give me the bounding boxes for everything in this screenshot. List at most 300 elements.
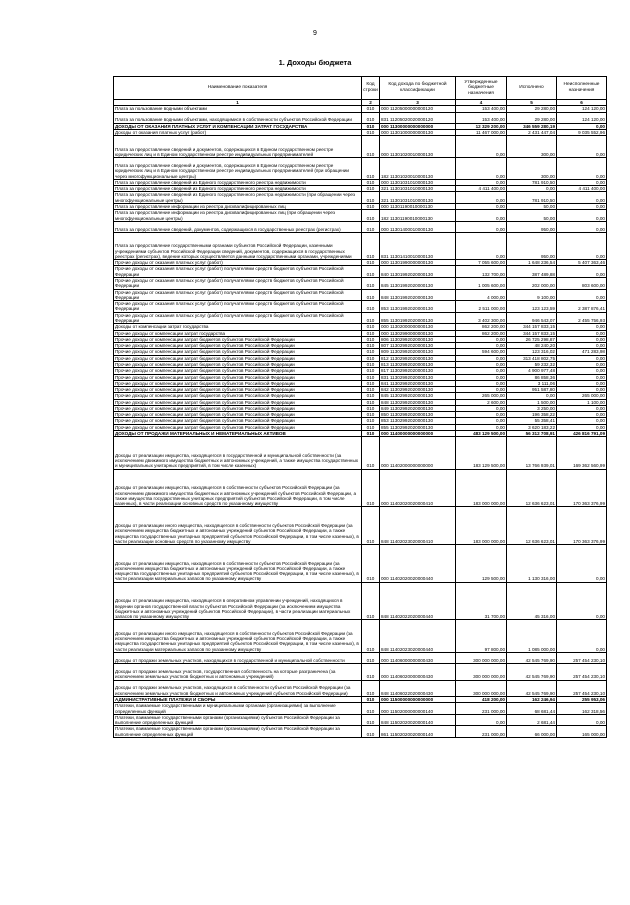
row-code-cell: 010 — [362, 106, 380, 112]
unexecuted-amount-cell: 0,00 — [557, 424, 607, 430]
indicator-name-cell: Прочие доходы от компенсации затрат бюджетов субъектов Российской Федерации — [114, 380, 362, 386]
income-code-cell: 848 11301992020000130 — [380, 289, 456, 301]
row-code-cell: 010 — [362, 260, 380, 266]
indicator-name-cell: Плата за предоставление сведений из Единого государственного реестра недвижимости (при обращении через многофункциональные центры) — [114, 192, 362, 204]
section-title: 1. Доходы бюджета — [278, 58, 352, 67]
income-code-cell: 855 11302992020000130 — [380, 424, 456, 430]
approved-amount-cell: 862 200,00 — [456, 324, 507, 330]
executed-amount-cell: 12 636 623,01 — [507, 469, 557, 507]
income-code-cell: 000 11205000000000120 — [380, 106, 456, 112]
unexecuted-amount-cell: 0,00 — [557, 545, 607, 583]
unexecuted-amount-cell: 124 120,00 — [557, 112, 607, 123]
unexecuted-amount-cell: 0,00 — [557, 266, 607, 278]
table-row — [114, 507, 607, 545]
income-code-cell: 000 11300000000000000 — [380, 123, 456, 129]
indicator-name-cell: АДМИНИСТРАТИВНЫЕ ПЛАТЕЖИ И СБОРЫ — [114, 697, 362, 703]
indicator-name-cell: Прочие доходы от компенсации затрат бюджетов субъектов Российской Федерации — [114, 412, 362, 418]
approved-amount-cell: 153 400,00 — [456, 112, 507, 123]
revenue-table — [113, 76, 607, 738]
approved-amount-cell: 594 600,00 — [456, 349, 507, 355]
indicator-name-cell: Прочие доходы от компенсации затрат бюджетов субъектов Российской Федерации — [114, 387, 362, 393]
table-row — [114, 437, 607, 469]
indicator-name-cell: Доходы от реализации имущества, находящегося в государственной и муниципальной собственности (за исключением движимого имущества бюджетных и автономных учреждений, а также имущества государственных и муниципальных унитарных предприятий, в том числе казенных) — [114, 437, 362, 469]
executed-amount-cell: 123 123,59 — [507, 301, 557, 313]
row-code-cell: 010 — [362, 412, 380, 418]
unexecuted-amount-cell: 2 387 876,41 — [557, 301, 607, 313]
row-code-cell: 010 — [362, 112, 380, 123]
indicator-name-cell: Прочие доходы от оказания платных услуг (работ) получателями средств бюджетов субъектов Российской Федерации — [114, 289, 362, 301]
unexecuted-amount-cell: 0,00 — [557, 179, 607, 185]
executed-amount-cell: 3 620 183,22 — [507, 424, 557, 430]
executed-amount-cell: 950,00 — [507, 233, 557, 260]
income-code-cell: 000 11402000000000000 — [380, 437, 456, 469]
row-code-cell: 010 — [362, 192, 380, 204]
unexecuted-amount-cell: 0,00 — [557, 374, 607, 380]
table-row — [114, 278, 607, 290]
approved-amount-cell: 265 000,00 — [456, 393, 507, 399]
unexecuted-amount-cell: 0,00 — [557, 210, 607, 222]
indicator-name-cell: ДОХОДЫ ОТ ОКАЗАНИЯ ПЛАТНЫХ УСЛУГ И КОМПЕНСАЦИИ ЗАТРАТ ГОСУДАРСТВА — [114, 123, 362, 129]
table-row — [114, 158, 607, 180]
approved-amount-cell: 132 700,00 — [456, 266, 507, 278]
indicator-name-cell: Прочие доходы от компенсации затрат бюджетов субъектов Российской Федерации — [114, 393, 362, 399]
unexecuted-amount-cell: 257 454 230,10 — [557, 652, 607, 663]
unexecuted-amount-cell: 169 362 560,99 — [557, 437, 607, 469]
approved-amount-cell: 0,00 — [456, 355, 507, 361]
approved-amount-cell: 0,00 — [456, 387, 507, 393]
col-number: 4 — [456, 100, 507, 106]
unexecuted-amount-cell: 0,00 — [557, 330, 607, 336]
unexecuted-amount-cell: 9 035 552,96 — [557, 130, 607, 136]
unexecuted-amount-cell: 0,00 — [557, 405, 607, 411]
unexecuted-amount-cell: 0,00 — [557, 221, 607, 232]
income-code-cell: 853 11302992020000130 — [380, 418, 456, 424]
col-number: 2 — [362, 100, 380, 106]
approved-amount-cell: 0,00 — [456, 233, 507, 260]
executed-amount-cell: 55 358,41 — [507, 418, 557, 424]
income-code-cell: 000 11502000000000140 — [380, 703, 456, 715]
unexecuted-amount-cell: 0,00 — [557, 336, 607, 342]
unexecuted-amount-cell: 0,00 — [557, 233, 607, 260]
approved-amount-cell: 0,00 — [456, 714, 507, 726]
indicator-name-cell: Прочие доходы от оказания платных услуг (работ) получателями средств бюджетов субъектов Российской Федерации — [114, 301, 362, 313]
approved-amount-cell: 0,00 — [456, 380, 507, 386]
approved-amount-cell: 0,00 — [456, 412, 507, 418]
indicator-name-cell: Доходы от реализации имущества, находящегося в собственности субъектов Российской Федерации (за исключением имущества бюджетных и автономных учреждений субъектов Российской Федерации, а также имущества государственных унитарных предприятий субъектов Российской Федерации, в том числе казенных), в части реализации материальных запасов по указанному имуществу — [114, 545, 362, 583]
unexecuted-amount-cell: 0,00 — [557, 361, 607, 367]
income-code-cell: 831 11301410010000130 — [380, 233, 456, 260]
income-code-cell: 000 11400000000000000 — [380, 431, 456, 437]
executed-amount-cell: 162 246,94 — [507, 697, 557, 703]
income-code-cell: 000 11406000000000430 — [380, 652, 456, 663]
row-code-cell: 010 — [362, 368, 380, 374]
executed-amount-cell: 86 858,36 — [507, 374, 557, 380]
approved-amount-cell: 0,00 — [456, 158, 507, 180]
executed-amount-cell: 300,00 — [507, 158, 557, 180]
executed-amount-cell: 300,00 — [507, 136, 557, 158]
table-row — [114, 726, 607, 738]
row-code-cell: 010 — [362, 545, 380, 583]
row-code-cell: 010 — [362, 507, 380, 545]
indicator-name-cell: Прочие доходы от оказания платных услуг (работ) получателями средств бюджетов субъектов Российской Федерации — [114, 266, 362, 278]
row-code-cell: 010 — [362, 123, 380, 129]
header-executed: Исполнено — [507, 77, 557, 100]
executed-amount-cell: 4 900 977,48 — [507, 368, 557, 374]
unexecuted-amount-cell: 0,00 — [557, 158, 607, 180]
executed-amount-cell: 346 559 280,19 — [507, 123, 557, 129]
executed-amount-cell: 50,00 — [507, 210, 557, 222]
indicator-name-cell: Плата за предоставление сведений из Единого государственного реестра недвижимости — [114, 179, 362, 185]
executed-amount-cell: 45 316,00 — [507, 582, 557, 620]
income-code-cell: 000 11301400010000130 — [380, 221, 456, 232]
row-code-cell: 010 — [362, 349, 380, 355]
indicator-name-cell: Прочие доходы от компенсации затрат государства — [114, 330, 362, 336]
income-code-cell: 831 11205020020000120 — [380, 112, 456, 123]
approved-amount-cell: 1 005 600,00 — [456, 278, 507, 290]
unexecuted-amount-cell: 257 454 230,10 — [557, 680, 607, 697]
col-number: 5 — [507, 100, 557, 106]
executed-amount-cell: 123 316,02 — [507, 349, 557, 355]
table-row — [114, 312, 607, 324]
income-code-cell: 831 11302992020000130 — [380, 374, 456, 380]
row-code-cell: 010 — [362, 380, 380, 386]
table-row — [114, 221, 607, 232]
table-header-row — [114, 77, 607, 100]
executed-amount-cell: 3 111,06 — [507, 380, 557, 386]
approved-amount-cell: 2 600,00 — [456, 399, 507, 405]
income-code-cell: 000 11302000000000130 — [380, 324, 456, 330]
unexecuted-amount-cell: 803 600,00 — [557, 278, 607, 290]
row-code-cell: 010 — [362, 680, 380, 697]
executed-amount-cell: 12 636 623,01 — [507, 507, 557, 545]
approved-amount-cell: 0,00 — [456, 210, 507, 222]
row-code-cell: 010 — [362, 301, 380, 313]
executed-amount-cell: 42 545 769,90 — [507, 680, 557, 697]
approved-amount-cell: 0,00 — [456, 136, 507, 158]
income-code-cell: 000 11301190010000130 — [380, 204, 456, 210]
indicator-name-cell: Доходы от реализации иного имущества, находящегося в собственности субъектов Российской Федерации (за исключением имущества бюджетных и автономных учреждений субъектов Российской Федерации, а также имущества государственных унитарных предприятий субъектов Российской Федерации, в том числе казенных), в части реализации материальных запасов по указанному имуществу — [114, 620, 362, 652]
header-indicator-name: Наименование показателя — [114, 77, 362, 100]
income-code-cell: 812 11302992020000130 — [380, 355, 456, 361]
row-code-cell: 010 — [362, 233, 380, 260]
income-code-cell: 850 11302992020000130 — [380, 412, 456, 418]
table-row — [114, 545, 607, 583]
table-row — [114, 266, 607, 278]
unexecuted-amount-cell: 0,00 — [557, 343, 607, 349]
unexecuted-amount-cell: 0,00 — [557, 355, 607, 361]
income-code-cell: 000 11500000000000000 — [380, 697, 456, 703]
indicator-name-cell: Прочие доходы от компенсации затрат бюджетов субъектов Российской Федерации — [114, 349, 362, 355]
approved-amount-cell: 231 000,00 — [456, 703, 507, 715]
approved-amount-cell: 418 200,00 — [456, 697, 507, 703]
income-code-cell: 809 11302992020000130 — [380, 349, 456, 355]
row-code-cell: 010 — [362, 418, 380, 424]
indicator-name-cell: Плата за предоставление государственными органами субъектов Российской Федерации, казенными учреждениями субъектов Российской Федерации сведений, документов, содержащихся в государственных реестрах (регистрах), ведение которых осуществляется данными государственными органами, учреждениями — [114, 233, 362, 260]
income-code-cell: 840 11301992020000130 — [380, 266, 456, 278]
executed-amount-cell: 344 157 833,15 — [507, 330, 557, 336]
executed-amount-cell: 196 358,22 — [507, 412, 557, 418]
unexecuted-amount-cell: 471 283,98 — [557, 349, 607, 355]
income-code-cell: 848 11402022020000440 — [380, 582, 456, 620]
income-code-cell: 000 11402020020000410 — [380, 469, 456, 507]
executed-amount-cell: 202 000,00 — [507, 278, 557, 290]
approved-amount-cell: 0,00 — [456, 361, 507, 367]
row-code-cell: 010 — [362, 179, 380, 185]
row-code-cell: 010 — [362, 186, 380, 192]
unexecuted-amount-cell: 165 000,00 — [557, 726, 607, 738]
row-code-cell: 010 — [362, 336, 380, 342]
executed-amount-cell: 1 500,00 — [507, 399, 557, 405]
approved-amount-cell: 0,00 — [456, 204, 507, 210]
approved-amount-cell: 0,00 — [456, 221, 507, 232]
indicator-name-cell: Прочие доходы от оказания платных услуг (работ) получателями средств бюджетов субъектов Российской Федерации — [114, 278, 362, 290]
unexecuted-amount-cell: 0,00 — [557, 380, 607, 386]
row-code-cell: 010 — [362, 278, 380, 290]
table-row — [114, 680, 607, 697]
indicator-name-cell: Прочие доходы от компенсации затрат бюджетов субъектов Российской Федерации — [114, 424, 362, 430]
income-code-cell: 849 11302992020000130 — [380, 405, 456, 411]
unexecuted-amount-cell: 0,00 — [557, 192, 607, 204]
income-code-cell: 842 11302992020000130 — [380, 387, 456, 393]
income-code-cell: 845 11301992020000130 — [380, 278, 456, 290]
row-code-cell: 010 — [362, 158, 380, 180]
indicator-name-cell: Прочие доходы от оказания платных услуг (работ) получателями средств бюджетов субъектов Российской Федерации — [114, 312, 362, 324]
approved-amount-cell: 183 129 500,00 — [456, 437, 507, 469]
approved-amount-cell: 3 402 300,00 — [456, 312, 507, 324]
income-code-cell: 855 11301992020000130 — [380, 312, 456, 324]
table-row — [114, 289, 607, 301]
indicator-name-cell: Прочие доходы от компенсации затрат бюджетов субъектов Российской Федерации — [114, 374, 362, 380]
approved-amount-cell: 11 467 000,00 — [456, 130, 507, 136]
page-number: 9 — [313, 30, 317, 37]
row-code-cell: 010 — [362, 469, 380, 507]
income-code-cell: 861 11502020020000140 — [380, 726, 456, 738]
approved-amount-cell: 0,00 — [456, 336, 507, 342]
approved-amount-cell: 2 511 000,00 — [456, 301, 507, 313]
indicator-name-cell: Плата за предоставление сведений из Единого государственного реестра недвижимости — [114, 186, 362, 192]
row-code-cell: 010 — [362, 664, 380, 681]
row-code-cell: 010 — [362, 355, 380, 361]
row-code-cell: 010 — [362, 726, 380, 738]
indicator-name-cell: Доходы от продажи земельных участков, находящихся в государственной и муниципальной собственности — [114, 652, 362, 663]
approved-amount-cell: 183 000 000,00 — [456, 469, 507, 507]
unexecuted-amount-cell: 257 454 230,10 — [557, 664, 607, 681]
executed-amount-cell: 781 910,50 — [507, 179, 557, 185]
executed-amount-cell: 3 250,00 — [507, 405, 557, 411]
row-code-cell: 010 — [362, 312, 380, 324]
row-code-cell: 010 — [362, 714, 380, 726]
unexecuted-amount-cell: 0,00 — [557, 324, 607, 330]
executed-amount-cell: 344 157 833,15 — [507, 324, 557, 330]
col-number: 1 — [114, 100, 362, 106]
income-code-cell: 000 11402020020000440 — [380, 545, 456, 583]
indicator-name-cell: Платежи, взимаемые государственными органами (организациями) субъектов Российской Федерации за выполнение определенных функций — [114, 726, 362, 738]
table-row — [114, 582, 607, 620]
executed-amount-cell: 68 681,44 — [507, 703, 557, 715]
executed-amount-cell: 26 725 298,87 — [507, 336, 557, 342]
approved-amount-cell: 0,00 — [456, 343, 507, 349]
indicator-name-cell: Платежи, взимаемые государственными и муниципальными органами (организациями) за выполнение определенных функций — [114, 703, 362, 715]
row-code-cell: 010 — [362, 582, 380, 620]
header-row-code: Код строки — [362, 77, 380, 100]
row-code-cell: 010 — [362, 374, 380, 380]
unexecuted-amount-cell: 162 318,56 — [557, 703, 607, 715]
executed-amount-cell: 0,00 — [507, 393, 557, 399]
table-row — [114, 136, 607, 158]
row-code-cell: 010 — [362, 130, 380, 136]
approved-amount-cell: 153 400,00 — [456, 106, 507, 112]
executed-amount-cell: 946 543,07 — [507, 312, 557, 324]
table-row — [114, 620, 607, 652]
executed-amount-cell: 387 489,88 — [507, 266, 557, 278]
header-income-code: Код дохода по бюджетной классификации — [380, 77, 456, 100]
income-code-cell: 853 11301992020000130 — [380, 301, 456, 313]
row-code-cell: 010 — [362, 437, 380, 469]
executed-amount-cell: 13 766 939,01 — [507, 437, 557, 469]
approved-amount-cell: 97 800,00 — [456, 620, 507, 652]
indicator-name-cell: Доходы от компенсации затрат государства — [114, 324, 362, 330]
row-code-cell: 010 — [362, 431, 380, 437]
table-row — [114, 112, 607, 123]
unexecuted-amount-cell: 0,00 — [557, 412, 607, 418]
income-code-cell: 000 11301990000000130 — [380, 260, 456, 266]
indicator-name-cell: Плата за предоставление информации из реестра дисквалифицированных лиц — [114, 204, 362, 210]
unexecuted-amount-cell: 4 411 400,00 — [557, 186, 607, 192]
income-code-cell: 848 11402023020000410 — [380, 507, 456, 545]
table-row — [114, 664, 607, 681]
approved-amount-cell: 12 329 200,00 — [456, 123, 507, 129]
executed-amount-cell: 1 085 000,00 — [507, 620, 557, 652]
indicator-name-cell: Прочие доходы от компенсации затрат бюджетов субъектов Российской Федерации — [114, 368, 362, 374]
indicator-name-cell: Прочие доходы от компенсации затрат бюджетов субъектов Российской Федерации — [114, 399, 362, 405]
executed-amount-cell: 59 232,32 — [507, 361, 557, 367]
unexecuted-amount-cell: 0,00 — [557, 582, 607, 620]
income-code-cell: 000 11302990000000130 — [380, 330, 456, 336]
approved-amount-cell: 0,00 — [456, 374, 507, 380]
approved-amount-cell: 0,00 — [456, 368, 507, 374]
executed-amount-cell: 950,00 — [507, 221, 557, 232]
unexecuted-amount-cell: 2 455 756,93 — [557, 312, 607, 324]
unexecuted-amount-cell: 0,00 — [557, 387, 607, 393]
indicator-name-cell: Платежи, взимаемые государственными органами (организациями) субъектов Российской Федерации за выполнение определенных функций — [114, 714, 362, 726]
executed-amount-cell: 56 312 708,91 — [507, 431, 557, 437]
row-code-cell: 010 — [362, 387, 380, 393]
table-row — [114, 301, 607, 313]
income-code-cell: 841 11302992020000130 — [380, 380, 456, 386]
approved-amount-cell: 4 000,00 — [456, 289, 507, 301]
unexecuted-amount-cell: 0,00 — [557, 620, 607, 652]
approved-amount-cell: 4 411 400,00 — [456, 186, 507, 192]
indicator-name-cell: Прочие доходы от компенсации затрат бюджетов субъектов Российской Федерации — [114, 361, 362, 367]
unexecuted-amount-cell: 426 816 791,09 — [557, 431, 607, 437]
income-code-cell: 321 11301031010000130 — [380, 186, 456, 192]
approved-amount-cell: 31 700,00 — [456, 582, 507, 620]
unexecuted-amount-cell: 1 100,00 — [557, 399, 607, 405]
row-code-cell: 010 — [362, 620, 380, 652]
approved-amount-cell: 0,00 — [456, 424, 507, 430]
row-code-cell: 010 — [362, 703, 380, 715]
income-code-cell: 813 11302992020000130 — [380, 361, 456, 367]
income-code-cell: 321 11301031010000130 — [380, 192, 456, 204]
approved-amount-cell: 183 000 000,00 — [456, 507, 507, 545]
income-code-cell: 000 11301031010000130 — [380, 179, 456, 185]
income-code-cell: 807 11302992020000130 — [380, 343, 456, 349]
unexecuted-amount-cell: 0,00 — [557, 136, 607, 158]
unexecuted-amount-cell: 170 363 376,99 — [557, 469, 607, 507]
unexecuted-amount-cell: 0,00 — [557, 368, 607, 374]
row-code-cell: 010 — [362, 424, 380, 430]
approved-amount-cell: 483 129 500,00 — [456, 431, 507, 437]
approved-amount-cell: 129 500,00 — [456, 545, 507, 583]
executed-amount-cell: 0,00 — [507, 186, 557, 192]
approved-amount-cell: 0,00 — [456, 179, 507, 185]
executed-amount-cell: 29 280,00 — [507, 106, 557, 112]
income-code-cell: 848 11302992020000130 — [380, 399, 456, 405]
indicator-name-cell: Прочие доходы от компенсации затрат бюджетов субъектов Российской Федерации — [114, 355, 362, 361]
row-code-cell: 010 — [362, 204, 380, 210]
unexecuted-amount-cell: 124 120,00 — [557, 106, 607, 112]
unexecuted-amount-cell: 0,00 — [557, 123, 607, 129]
table-row — [114, 210, 607, 222]
income-code-cell: 000 11406020000000430 — [380, 664, 456, 681]
row-code-cell: 010 — [362, 266, 380, 278]
row-code-cell: 010 — [362, 221, 380, 232]
indicator-name-cell: ДОХОДЫ ОТ ПРОДАЖИ МАТЕРИАЛЬНЫХ И НЕМАТЕРИАЛЬНЫХ АКТИВОВ — [114, 431, 362, 437]
indicator-name-cell: Прочие доходы от компенсации затрат бюджетов субъектов Российской Федерации — [114, 343, 362, 349]
executed-amount-cell: 48 240,20 — [507, 343, 557, 349]
executed-amount-cell: 781 910,50 — [507, 192, 557, 204]
executed-amount-cell: 313 418 802,75 — [507, 355, 557, 361]
indicator-name-cell: Плата за предоставление сведений, документов, содержащихся в государственных реестрах (регистрах) — [114, 221, 362, 232]
unexecuted-amount-cell: 0,00 — [557, 204, 607, 210]
unexecuted-amount-cell: 0,00 — [557, 418, 607, 424]
col-number: 3 — [380, 100, 456, 106]
income-code-cell: 817 11302992020000130 — [380, 368, 456, 374]
indicator-name-cell: Плата за предоставление сведений и документов, содержащихся в Едином государственном реестре юридических лиц и в Едином государственном реестре индивидуальных предпринимателей — [114, 136, 362, 158]
executed-amount-cell: 9 100,00 — [507, 289, 557, 301]
executed-amount-cell: 1 648 236,54 — [507, 260, 557, 266]
unexecuted-amount-cell: 170 363 376,99 — [557, 507, 607, 545]
row-code-cell: 010 — [362, 210, 380, 222]
income-code-cell: 000 11301000000000130 — [380, 130, 456, 136]
row-code-cell: 010 — [362, 361, 380, 367]
indicator-name-cell: Прочие доходы от компенсации затрат бюджетов субъектов Российской Федерации — [114, 336, 362, 342]
unexecuted-amount-cell: 5 407 363,46 — [557, 260, 607, 266]
table-row — [114, 233, 607, 260]
table-row — [114, 714, 607, 726]
row-code-cell: 010 — [362, 405, 380, 411]
income-code-cell: 848 11502020020000140 — [380, 714, 456, 726]
income-code-cell: 000 11301020010000130 — [380, 136, 456, 158]
executed-amount-cell: 50,00 — [507, 204, 557, 210]
indicator-name-cell: Доходы от продажи земельных участков, государственная собственность на которые разграничена (за исключением земельных участков бюджетных и автономных учреждений) — [114, 664, 362, 681]
row-code-cell: 010 — [362, 330, 380, 336]
table-row — [114, 469, 607, 507]
table-row — [114, 192, 607, 204]
unexecuted-amount-cell: 265 000,00 — [557, 393, 607, 399]
approved-amount-cell: 231 000,00 — [456, 726, 507, 738]
table-row — [114, 703, 607, 715]
executed-amount-cell: 951 587,80 — [507, 387, 557, 393]
unexecuted-amount-cell: 0,00 — [557, 714, 607, 726]
indicator-name-cell: Доходы от реализации иного имущества, находящегося в собственности субъектов Российской Федерации (за исключением имущества бюджетных и автономных учреждений субъектов Российской Федерации, а также имущества государственных унитарных предприятий субъектов Российской Федерации, в том числе казенных), в части реализации основных средств по указанному имуществу — [114, 507, 362, 545]
executed-amount-cell: 66 000,00 — [507, 726, 557, 738]
approved-amount-cell: 0,00 — [456, 192, 507, 204]
row-code-cell: 010 — [362, 289, 380, 301]
row-code-cell: 010 — [362, 136, 380, 158]
indicator-name-cell: Плата за пользование водными объектами, находящимися в собственности субъектов Российской Федерации — [114, 112, 362, 123]
income-code-cell: 845 11302992020000130 — [380, 393, 456, 399]
